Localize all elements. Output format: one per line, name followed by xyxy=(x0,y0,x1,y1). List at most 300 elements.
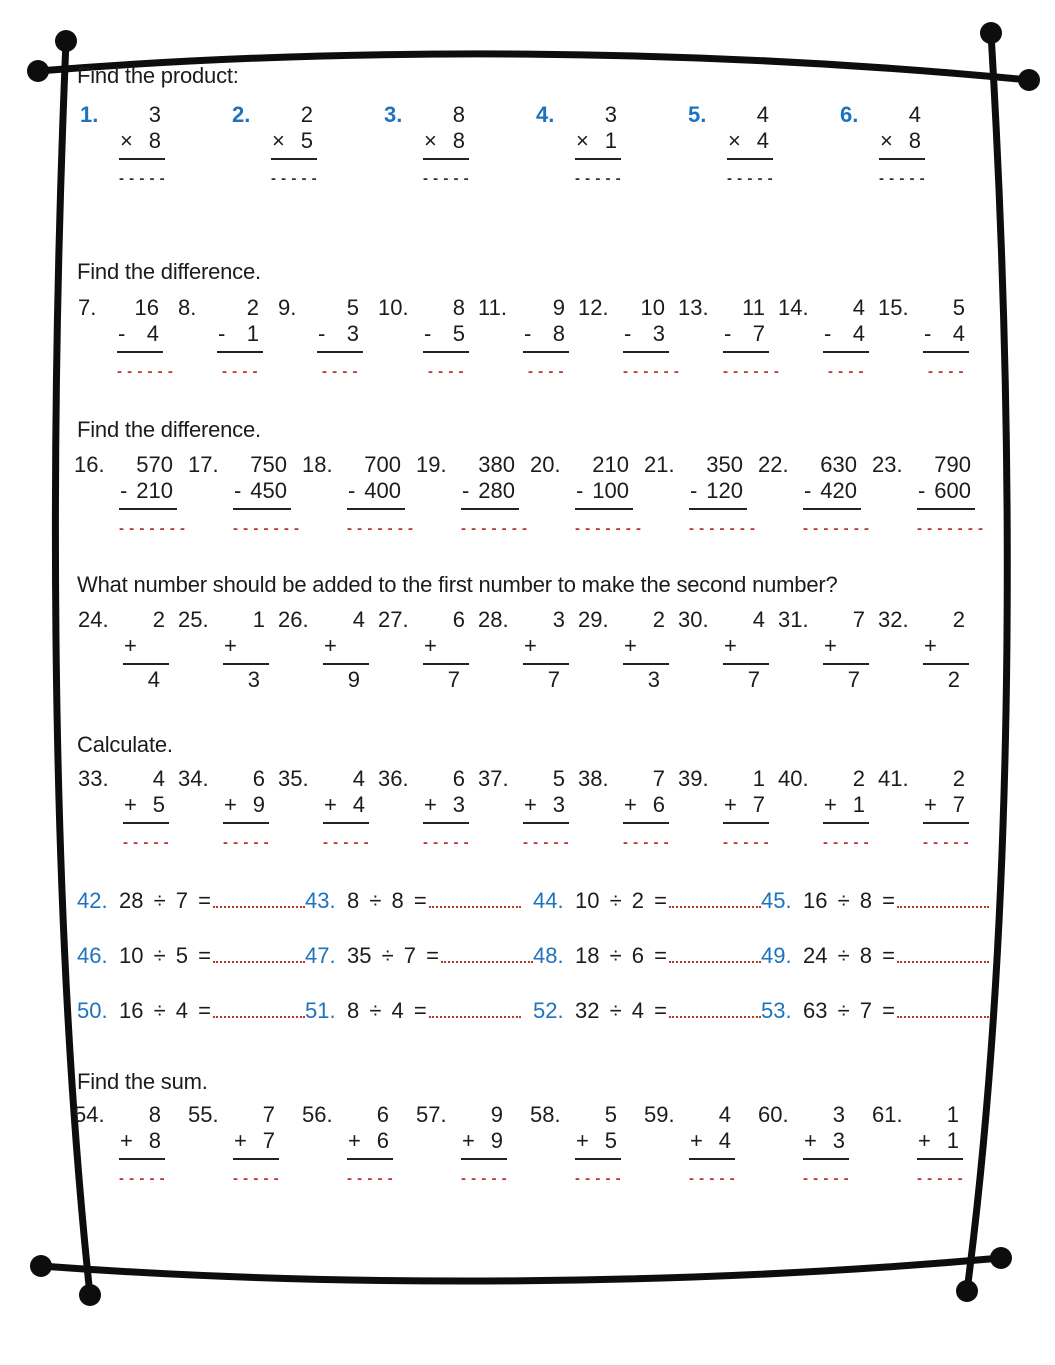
operand-top: 1 xyxy=(252,607,265,632)
problem xyxy=(416,1102,530,1187)
operator-sign: - xyxy=(424,321,432,346)
operation-row xyxy=(623,792,669,824)
problem xyxy=(178,766,278,851)
problem-stack xyxy=(119,1102,165,1187)
operator-sign: + xyxy=(234,1128,247,1153)
operation-row xyxy=(347,478,405,510)
problem-stack xyxy=(723,607,769,693)
problem-number: 39. xyxy=(678,766,709,791)
operand-bottom: 3 xyxy=(552,792,565,817)
operation-row xyxy=(119,478,177,510)
operation-row xyxy=(271,128,317,160)
operation-row xyxy=(923,321,969,353)
problem-row-calculate xyxy=(78,766,988,851)
operation-row xyxy=(727,128,773,160)
operand-top: 2 xyxy=(652,607,665,632)
problem xyxy=(778,295,878,380)
operator-sign: + xyxy=(224,792,237,817)
problem-row-make-number xyxy=(78,607,988,693)
answer-blank: - - - - - - xyxy=(723,363,780,380)
problem-number: 36. xyxy=(378,766,409,791)
problem-stack xyxy=(623,295,680,380)
problem-stack xyxy=(923,607,969,693)
answer-blank: - - - - - xyxy=(723,834,770,851)
problem-stack xyxy=(461,452,528,537)
problem xyxy=(761,888,989,943)
problem-stack xyxy=(923,766,969,851)
operation-row xyxy=(317,321,363,353)
target-number: 7 xyxy=(547,667,560,692)
problem-number: 3. xyxy=(384,102,403,127)
operand-top: 7 xyxy=(852,607,865,632)
problem-stack xyxy=(223,766,269,851)
problem-number: 10. xyxy=(378,295,409,320)
operand-top: 570 xyxy=(136,452,173,477)
operator-sign: × xyxy=(880,128,893,153)
answer-blank: - - - - - xyxy=(575,170,622,187)
problem xyxy=(416,452,530,537)
operator-sign: - xyxy=(318,321,326,346)
operation-row xyxy=(689,1128,735,1160)
operand-bottom: 8 xyxy=(908,128,921,153)
problem-number: 40. xyxy=(778,766,809,791)
problem xyxy=(872,452,986,537)
operand-top: 6 xyxy=(452,766,465,791)
problem xyxy=(178,295,278,380)
problem-number: 8. xyxy=(178,295,197,320)
problem xyxy=(878,295,978,380)
answer-blank: - - - - - xyxy=(923,834,970,851)
problem xyxy=(878,766,978,851)
operator-sign: + xyxy=(462,1128,475,1153)
operand-top: 5 xyxy=(604,1102,617,1127)
operand-top: 5 xyxy=(552,766,565,791)
target-number: 4 xyxy=(147,667,160,692)
operand-top: 5 xyxy=(952,295,965,320)
problem-number: 52. xyxy=(533,998,564,1023)
operation-row xyxy=(923,633,969,665)
operand-top: 4 xyxy=(718,1102,731,1127)
operand-bottom: 8 xyxy=(148,128,161,153)
problem-stack xyxy=(523,766,569,851)
problem-stack xyxy=(723,766,769,851)
problem xyxy=(530,452,644,537)
problem-row-differences-2 xyxy=(74,452,994,537)
problem-number: 44. xyxy=(533,888,564,913)
operand-bottom: 3 xyxy=(346,321,359,346)
target-number: 2 xyxy=(947,667,960,692)
operator-sign: + xyxy=(424,792,437,817)
problem-number: 53. xyxy=(761,998,792,1023)
operation-row xyxy=(803,1128,849,1160)
problem-number: 38. xyxy=(578,766,609,791)
problem-stack xyxy=(523,295,569,380)
problem xyxy=(77,998,305,1053)
problem-number: 19. xyxy=(416,452,447,477)
answer-blank: - - - - - xyxy=(461,1170,508,1187)
operator-sign: + xyxy=(224,633,237,658)
section-instruction: Find the product: xyxy=(77,63,239,88)
operation-row xyxy=(347,1128,393,1160)
operand-bottom: 6 xyxy=(652,792,665,817)
problem-stack xyxy=(347,1102,393,1187)
operator-sign: + xyxy=(824,633,837,658)
operation-row xyxy=(233,1128,279,1160)
operation-row xyxy=(461,1128,507,1160)
operator-sign: - xyxy=(924,321,932,346)
operator-sign: - xyxy=(120,478,128,503)
problem-number: 59. xyxy=(644,1102,675,1127)
operator-sign: × xyxy=(576,128,589,153)
operand-bottom: 5 xyxy=(300,128,313,153)
problem xyxy=(188,452,302,537)
answer-blank xyxy=(213,890,305,908)
problem xyxy=(378,607,478,693)
operand-top: 1 xyxy=(752,766,765,791)
division-expression: 32 ÷ 4 = xyxy=(575,998,667,1023)
operand-bottom: 5 xyxy=(152,792,165,817)
problem-number: 20. xyxy=(530,452,561,477)
division-expression: 16 ÷ 8 = xyxy=(803,888,895,913)
operator-sign: + xyxy=(918,1128,931,1153)
operand-bottom: 400 xyxy=(364,478,401,503)
operand-top: 4 xyxy=(352,607,365,632)
problem-number: 61. xyxy=(872,1102,903,1127)
operation-row xyxy=(803,478,861,510)
problem xyxy=(74,452,188,537)
division-expression: 63 ÷ 7 = xyxy=(803,998,895,1023)
problem-number: 34. xyxy=(178,766,209,791)
problem-stack xyxy=(923,295,969,380)
problem-stack xyxy=(917,452,984,537)
problem-number: 58. xyxy=(530,1102,561,1127)
problem xyxy=(533,998,761,1053)
operand-top: 790 xyxy=(934,452,971,477)
problem xyxy=(778,607,878,693)
problem-stack xyxy=(123,607,169,693)
operand-top: 4 xyxy=(852,295,865,320)
answer-blank: - - - - xyxy=(828,363,864,380)
problem-stack xyxy=(823,607,869,693)
operation-row xyxy=(323,792,369,824)
operation-row xyxy=(523,633,569,665)
operation-row xyxy=(575,1128,621,1160)
operand-bottom: 1 xyxy=(246,321,259,346)
operation-row xyxy=(223,792,269,824)
operator-sign: + xyxy=(924,792,937,817)
operand-top: 350 xyxy=(706,452,743,477)
problem-stack xyxy=(123,766,169,851)
operation-row xyxy=(575,128,621,160)
operand-bottom: 8 xyxy=(148,1128,161,1153)
operation-row xyxy=(323,633,369,665)
operator-sign: + xyxy=(124,633,137,658)
problem xyxy=(77,888,305,943)
problem xyxy=(302,452,416,537)
operator-sign: × xyxy=(120,128,133,153)
problem xyxy=(530,1102,644,1187)
operand-top: 5 xyxy=(346,295,359,320)
operation-row xyxy=(689,478,747,510)
problem-stack xyxy=(223,607,269,693)
problem-number: 29. xyxy=(578,607,609,632)
problem-number: 16. xyxy=(74,452,105,477)
operator-sign: × xyxy=(424,128,437,153)
operand-top: 2 xyxy=(952,607,965,632)
problem-number: 41. xyxy=(878,766,909,791)
section-instruction: Find the sum. xyxy=(77,1069,208,1094)
division-expression: 35 ÷ 7 = xyxy=(347,943,439,968)
operator-sign: + xyxy=(524,792,537,817)
operand-top: 9 xyxy=(490,1102,503,1127)
operator-sign: - xyxy=(690,478,698,503)
operator-sign: - xyxy=(576,478,584,503)
operation-row xyxy=(123,633,169,665)
division-expression: 16 ÷ 4 = xyxy=(119,998,211,1023)
operand-bottom: 5 xyxy=(604,1128,617,1153)
problem xyxy=(644,1102,758,1187)
operand-top: 2 xyxy=(952,766,965,791)
problem-number: 9. xyxy=(278,295,297,320)
problem-number: 21. xyxy=(644,452,675,477)
problem xyxy=(278,766,378,851)
problem-number: 33. xyxy=(78,766,109,791)
problem-number: 12. xyxy=(578,295,609,320)
problem-stack xyxy=(623,766,669,851)
answer-blank: - - - - - xyxy=(223,834,270,851)
answer-blank xyxy=(897,945,989,963)
operand-top: 750 xyxy=(250,452,287,477)
operand-bottom: 4 xyxy=(718,1128,731,1153)
problem xyxy=(678,766,778,851)
section-instruction: What number should be added to the first number to make the second number? xyxy=(77,572,838,597)
problem-number: 1. xyxy=(80,102,99,127)
problem-stack xyxy=(689,452,756,537)
problem xyxy=(302,1102,416,1187)
operand-bottom: 420 xyxy=(820,478,857,503)
operand-top: 4 xyxy=(352,766,365,791)
problem-stack xyxy=(823,766,869,851)
problem xyxy=(578,607,678,693)
problem-stack xyxy=(461,1102,507,1187)
operand-top: 4 xyxy=(152,766,165,791)
operation-row xyxy=(423,321,469,353)
operand-top: 380 xyxy=(478,452,515,477)
answer-blank: - - - - xyxy=(528,363,564,380)
operand-bottom: 210 xyxy=(136,478,173,503)
answer-blank xyxy=(441,945,533,963)
operand-top: 4 xyxy=(756,102,769,127)
problem-number: 30. xyxy=(678,607,709,632)
answer-blank: - - - - - xyxy=(347,1170,394,1187)
problem xyxy=(678,607,778,693)
section-instruction: Find the difference. xyxy=(77,417,261,442)
problem xyxy=(188,1102,302,1187)
frame-bottom-line xyxy=(41,1258,1001,1281)
division-expression: 8 ÷ 4 = xyxy=(347,998,427,1023)
operand-top: 2 xyxy=(152,607,165,632)
problem xyxy=(758,452,872,537)
operation-row xyxy=(119,1128,165,1160)
target-number: 7 xyxy=(747,667,760,692)
operand-bottom: 3 xyxy=(652,321,665,346)
problem xyxy=(758,1102,872,1187)
operation-row xyxy=(917,478,975,510)
operator-sign: + xyxy=(424,633,437,658)
operation-row xyxy=(823,792,869,824)
answer-blank xyxy=(429,890,521,908)
operation-row xyxy=(223,633,269,665)
answer-blank: - - - - - xyxy=(689,1170,736,1187)
operator-sign: + xyxy=(120,1128,133,1153)
answer-blank: - - - - - - - xyxy=(119,520,186,537)
operation-row xyxy=(117,321,163,353)
problem-number: 37. xyxy=(478,766,509,791)
answer-blank: - - - - - - - xyxy=(233,520,300,537)
operand-bottom: 8 xyxy=(452,128,465,153)
operator-sign: + xyxy=(804,1128,817,1153)
operator-sign: × xyxy=(272,128,285,153)
operator-sign: - xyxy=(348,478,356,503)
operation-row xyxy=(523,792,569,824)
problem xyxy=(80,102,232,187)
operator-sign: × xyxy=(728,128,741,153)
problem-stack xyxy=(119,452,186,537)
problem-number: 25. xyxy=(178,607,209,632)
operand-bottom: 7 xyxy=(952,792,965,817)
operand-bottom: 3 xyxy=(452,792,465,817)
operand-top: 630 xyxy=(820,452,857,477)
answer-blank: - - - - - - - xyxy=(917,520,984,537)
operator-sign: - xyxy=(918,478,926,503)
problem xyxy=(578,766,678,851)
problem-number: 32. xyxy=(878,607,909,632)
problem-number: 55. xyxy=(188,1102,219,1127)
operator-sign: + xyxy=(348,1128,361,1153)
answer-blank: - - - - - xyxy=(879,170,926,187)
target-number: 7 xyxy=(847,667,860,692)
problem xyxy=(77,943,305,998)
target-number: 7 xyxy=(447,667,460,692)
operator-sign: - xyxy=(724,321,732,346)
problem xyxy=(78,607,178,693)
answer-blank: - - - - xyxy=(928,363,964,380)
answer-blank xyxy=(213,945,305,963)
operator-sign: - xyxy=(462,478,470,503)
problem xyxy=(688,102,840,187)
operand-bottom: 1 xyxy=(604,128,617,153)
operand-bottom: 1 xyxy=(946,1128,959,1153)
operator-sign: - xyxy=(218,321,226,346)
problem-number: 42. xyxy=(77,888,108,913)
operand-bottom: 4 xyxy=(146,321,159,346)
operation-row xyxy=(823,633,869,665)
problem-number: 24. xyxy=(78,607,109,632)
operator-sign: + xyxy=(724,633,737,658)
section-instruction: Find the difference. xyxy=(77,259,261,284)
operand-top: 8 xyxy=(148,1102,161,1127)
problem-number: 5. xyxy=(688,102,707,127)
answer-blank: - - - - - - - xyxy=(575,520,642,537)
operation-row xyxy=(723,321,769,353)
problem xyxy=(305,998,533,1053)
problem-stack xyxy=(347,452,414,537)
problem-stack xyxy=(217,295,263,380)
answer-blank: - - - - xyxy=(428,363,464,380)
problem-stack xyxy=(689,1102,735,1187)
answer-blank: - - - - - xyxy=(823,834,870,851)
problem-stack xyxy=(233,452,300,537)
section-instruction: Calculate. xyxy=(77,732,173,757)
problem xyxy=(78,295,178,380)
operand-bottom: 100 xyxy=(592,478,629,503)
problem-number: 60. xyxy=(758,1102,789,1127)
operand-top: 700 xyxy=(364,452,401,477)
operator-sign: - xyxy=(524,321,532,346)
problem-stack xyxy=(323,766,369,851)
operand-bottom: 4 xyxy=(952,321,965,346)
operand-bottom: 7 xyxy=(752,321,765,346)
problem-stack xyxy=(803,1102,849,1187)
operand-bottom: 7 xyxy=(262,1128,275,1153)
operand-bottom: 8 xyxy=(552,321,565,346)
answer-blank: - - - - - xyxy=(623,834,670,851)
operand-top: 3 xyxy=(604,102,617,127)
answer-blank: - - - - - - - xyxy=(347,520,414,537)
problem xyxy=(533,888,761,943)
problem-stack xyxy=(575,102,621,187)
operator-sign: + xyxy=(624,792,637,817)
operand-top: 2 xyxy=(852,766,865,791)
problem-number: 46. xyxy=(77,943,108,968)
problem-number: 54. xyxy=(74,1102,105,1127)
division-expression: 28 ÷ 7 = xyxy=(119,888,211,913)
operator-sign: + xyxy=(124,792,137,817)
answer-blank: - - - - - - - xyxy=(803,520,870,537)
operator-sign: + xyxy=(524,633,537,658)
problem-number: 23. xyxy=(872,452,903,477)
operand-top: 1 xyxy=(946,1102,959,1127)
problem xyxy=(644,452,758,537)
problem-grid-division xyxy=(77,888,992,1053)
operand-top: 7 xyxy=(652,766,665,791)
problem-number: 17. xyxy=(188,452,219,477)
operand-bottom: 3 xyxy=(832,1128,845,1153)
operation-row xyxy=(623,633,669,665)
operation-row xyxy=(119,128,165,160)
problem-number: 48. xyxy=(533,943,564,968)
problem-number: 50. xyxy=(77,998,108,1023)
answer-blank: - - - - - xyxy=(119,1170,166,1187)
problem xyxy=(872,1102,986,1187)
problem-stack xyxy=(423,607,469,693)
answer-blank: - - - - - xyxy=(803,1170,850,1187)
operand-top: 2 xyxy=(246,295,259,320)
problem xyxy=(578,295,678,380)
operand-top: 9 xyxy=(552,295,565,320)
answer-blank: - - - - - xyxy=(917,1170,964,1187)
answer-blank xyxy=(429,1000,521,1018)
operation-row xyxy=(723,633,769,665)
problem-stack xyxy=(823,295,869,380)
operator-sign: + xyxy=(624,633,637,658)
problem xyxy=(478,766,578,851)
target-number: 3 xyxy=(647,667,660,692)
operation-row xyxy=(623,321,669,353)
answer-blank: - - - - - xyxy=(423,834,470,851)
operand-bottom: 4 xyxy=(756,128,769,153)
operator-sign: - xyxy=(624,321,632,346)
